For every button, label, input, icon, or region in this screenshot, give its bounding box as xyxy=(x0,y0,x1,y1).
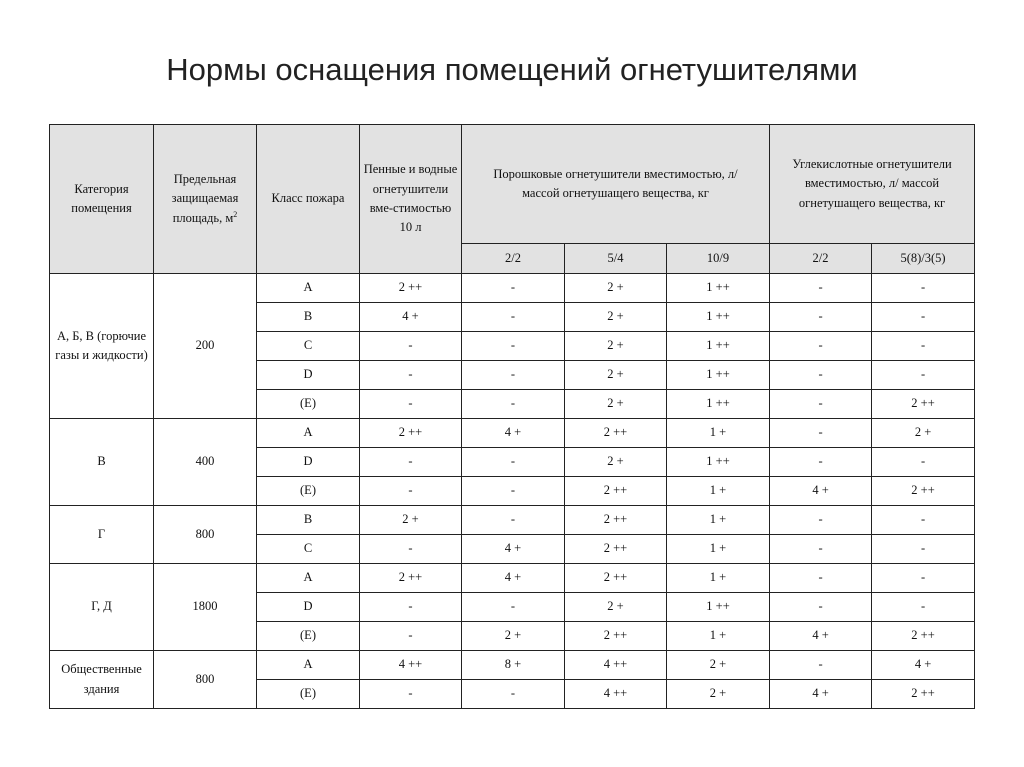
quantity-cell: 4 + xyxy=(462,564,565,593)
quantity-cell: - xyxy=(770,593,872,622)
header-co2-sub: 2/2 xyxy=(770,244,872,274)
fire-class-cell: С xyxy=(257,535,360,564)
quantity-cell: 1 ++ xyxy=(667,303,770,332)
quantity-cell: 2 + xyxy=(565,448,667,477)
quantity-cell: 1 ++ xyxy=(667,274,770,303)
quantity-cell: 4 ++ xyxy=(565,680,667,709)
quantity-cell: - xyxy=(462,390,565,419)
quantity-cell: 2 ++ xyxy=(565,564,667,593)
quantity-cell: - xyxy=(360,390,462,419)
area-cell: 800 xyxy=(154,506,257,564)
fire-class-cell: А xyxy=(257,274,360,303)
quantity-cell: - xyxy=(872,448,975,477)
fire-class-cell: D xyxy=(257,448,360,477)
quantity-cell: - xyxy=(360,622,462,651)
header-area-text: Предельная защищаемая площадь, м xyxy=(171,171,239,225)
quantity-cell: 1 ++ xyxy=(667,332,770,361)
quantity-cell: - xyxy=(770,274,872,303)
quantity-cell: - xyxy=(770,535,872,564)
quantity-cell: - xyxy=(770,564,872,593)
quantity-cell: - xyxy=(770,332,872,361)
quantity-cell: 1 ++ xyxy=(667,361,770,390)
quantity-cell: - xyxy=(462,332,565,361)
quantity-cell: 1 + xyxy=(667,477,770,506)
quantity-cell: 2 + xyxy=(667,651,770,680)
quantity-cell: - xyxy=(462,448,565,477)
quantity-cell: 4 + xyxy=(360,303,462,332)
quantity-cell: - xyxy=(360,448,462,477)
table-row xyxy=(50,274,975,303)
quantity-cell: - xyxy=(462,303,565,332)
quantity-cell: - xyxy=(360,361,462,390)
quantity-cell: - xyxy=(872,361,975,390)
quantity-cell: - xyxy=(770,651,872,680)
category-cell: Общественные здания xyxy=(50,651,154,709)
quantity-cell: 2 ++ xyxy=(360,274,462,303)
quantity-cell: - xyxy=(462,680,565,709)
header-area xyxy=(154,125,257,274)
quantity-cell: 1 ++ xyxy=(667,593,770,622)
quantity-cell: - xyxy=(872,506,975,535)
quantity-cell: - xyxy=(360,332,462,361)
quantity-cell: 2 + xyxy=(565,303,667,332)
quantity-cell: 1 ++ xyxy=(667,390,770,419)
quantity-cell: 4 + xyxy=(770,622,872,651)
quantity-cell: - xyxy=(872,332,975,361)
quantity-cell: 2 ++ xyxy=(360,419,462,448)
quantity-cell: 4 + xyxy=(770,477,872,506)
quantity-cell: 2 + xyxy=(565,274,667,303)
quantity-cell: - xyxy=(462,506,565,535)
quantity-cell: 8 + xyxy=(462,651,565,680)
quantity-cell: - xyxy=(360,477,462,506)
header-powder: Порошковые огнетушители вместимостью, л/ массой огнетушащего вещества, кг xyxy=(462,125,770,244)
quantity-cell: 2 + xyxy=(360,506,462,535)
quantity-cell: - xyxy=(872,274,975,303)
quantity-cell: - xyxy=(360,593,462,622)
table-row xyxy=(50,506,975,535)
header-category: Категория помещения xyxy=(50,125,154,274)
quantity-cell: 2 + xyxy=(565,390,667,419)
quantity-cell: - xyxy=(462,361,565,390)
quantity-cell: 4 + xyxy=(770,680,872,709)
quantity-cell: - xyxy=(770,390,872,419)
quantity-cell: 2 + xyxy=(462,622,565,651)
fire-class-cell: (E) xyxy=(257,390,360,419)
quantity-cell: 1 + xyxy=(667,506,770,535)
quantity-cell: 1 + xyxy=(667,622,770,651)
area-cell: 1800 xyxy=(154,564,257,651)
quantity-cell: 2 ++ xyxy=(872,680,975,709)
quantity-cell: 2 ++ xyxy=(872,622,975,651)
quantity-cell: - xyxy=(872,564,975,593)
quantity-cell: - xyxy=(462,477,565,506)
fire-class-cell: (E) xyxy=(257,680,360,709)
quantity-cell: 1 + xyxy=(667,535,770,564)
quantity-cell: - xyxy=(872,593,975,622)
quantity-cell: 1 + xyxy=(667,419,770,448)
area-cell: 800 xyxy=(154,651,257,709)
quantity-cell: 2 ++ xyxy=(360,564,462,593)
header-co2-sub: 5(8)/3(5) xyxy=(872,244,975,274)
fire-class-cell: D xyxy=(257,593,360,622)
header-foam-water: Пенные и водные огнетушители вме-стимостью 10 л xyxy=(360,125,462,274)
quantity-cell: - xyxy=(770,448,872,477)
quantity-cell: 2 ++ xyxy=(565,506,667,535)
fire-class-cell: А xyxy=(257,651,360,680)
quantity-cell: - xyxy=(872,303,975,332)
quantity-cell: 2 ++ xyxy=(565,622,667,651)
fire-class-cell: (E) xyxy=(257,477,360,506)
quantity-cell: - xyxy=(770,361,872,390)
fire-class-cell: А xyxy=(257,564,360,593)
category-cell: Г xyxy=(50,506,154,564)
quantity-cell: - xyxy=(770,303,872,332)
area-cell: 400 xyxy=(154,419,257,506)
header-powder-sub: 2/2 xyxy=(462,244,565,274)
quantity-cell: 2 + xyxy=(565,361,667,390)
quantity-cell: 4 + xyxy=(462,419,565,448)
quantity-cell: 4 + xyxy=(872,651,975,680)
header-area-sup: 2 xyxy=(233,209,238,219)
extinguisher-norms-table xyxy=(49,124,975,709)
area-cell: 200 xyxy=(154,274,257,419)
header-fire-class: Класс пожара xyxy=(257,125,360,274)
quantity-cell: 2 + xyxy=(872,419,975,448)
quantity-cell: 2 ++ xyxy=(565,419,667,448)
fire-class-cell: (E) xyxy=(257,622,360,651)
category-cell: В xyxy=(50,419,154,506)
quantity-cell: - xyxy=(872,535,975,564)
fire-class-cell: В xyxy=(257,303,360,332)
header-powder-sub: 5/4 xyxy=(565,244,667,274)
quantity-cell: 1 + xyxy=(667,564,770,593)
quantity-cell: 4 ++ xyxy=(360,651,462,680)
quantity-cell: - xyxy=(770,419,872,448)
table-row xyxy=(50,651,975,680)
quantity-cell: 2 ++ xyxy=(872,477,975,506)
quantity-cell: 2 + xyxy=(667,680,770,709)
quantity-cell: 2 + xyxy=(565,593,667,622)
fire-class-cell: А xyxy=(257,419,360,448)
quantity-cell: 2 + xyxy=(565,332,667,361)
page-title: Нормы оснащения помещений огнетушителями xyxy=(166,52,858,87)
fire-class-cell: D xyxy=(257,361,360,390)
quantity-cell: 4 + xyxy=(462,535,565,564)
category-cell: А, Б, В (горючие газы и жидкости) xyxy=(50,274,154,419)
quantity-cell: - xyxy=(360,680,462,709)
fire-class-cell: В xyxy=(257,506,360,535)
quantity-cell: 2 ++ xyxy=(872,390,975,419)
quantity-cell: 2 ++ xyxy=(565,535,667,564)
header-co2: Углекислотные огнетушители вместимостью, л/ массой огнетушащего вещества, кг xyxy=(770,125,975,244)
quantity-cell: 1 ++ xyxy=(667,448,770,477)
header-powder-sub: 10/9 xyxy=(667,244,770,274)
table-row xyxy=(50,564,975,593)
quantity-cell: 4 ++ xyxy=(565,651,667,680)
category-cell: Г, Д xyxy=(50,564,154,651)
quantity-cell: - xyxy=(360,535,462,564)
fire-class-cell: С xyxy=(257,332,360,361)
quantity-cell: 2 ++ xyxy=(565,477,667,506)
quantity-cell: - xyxy=(462,593,565,622)
quantity-cell: - xyxy=(462,274,565,303)
table-row xyxy=(50,419,975,448)
quantity-cell: - xyxy=(770,506,872,535)
